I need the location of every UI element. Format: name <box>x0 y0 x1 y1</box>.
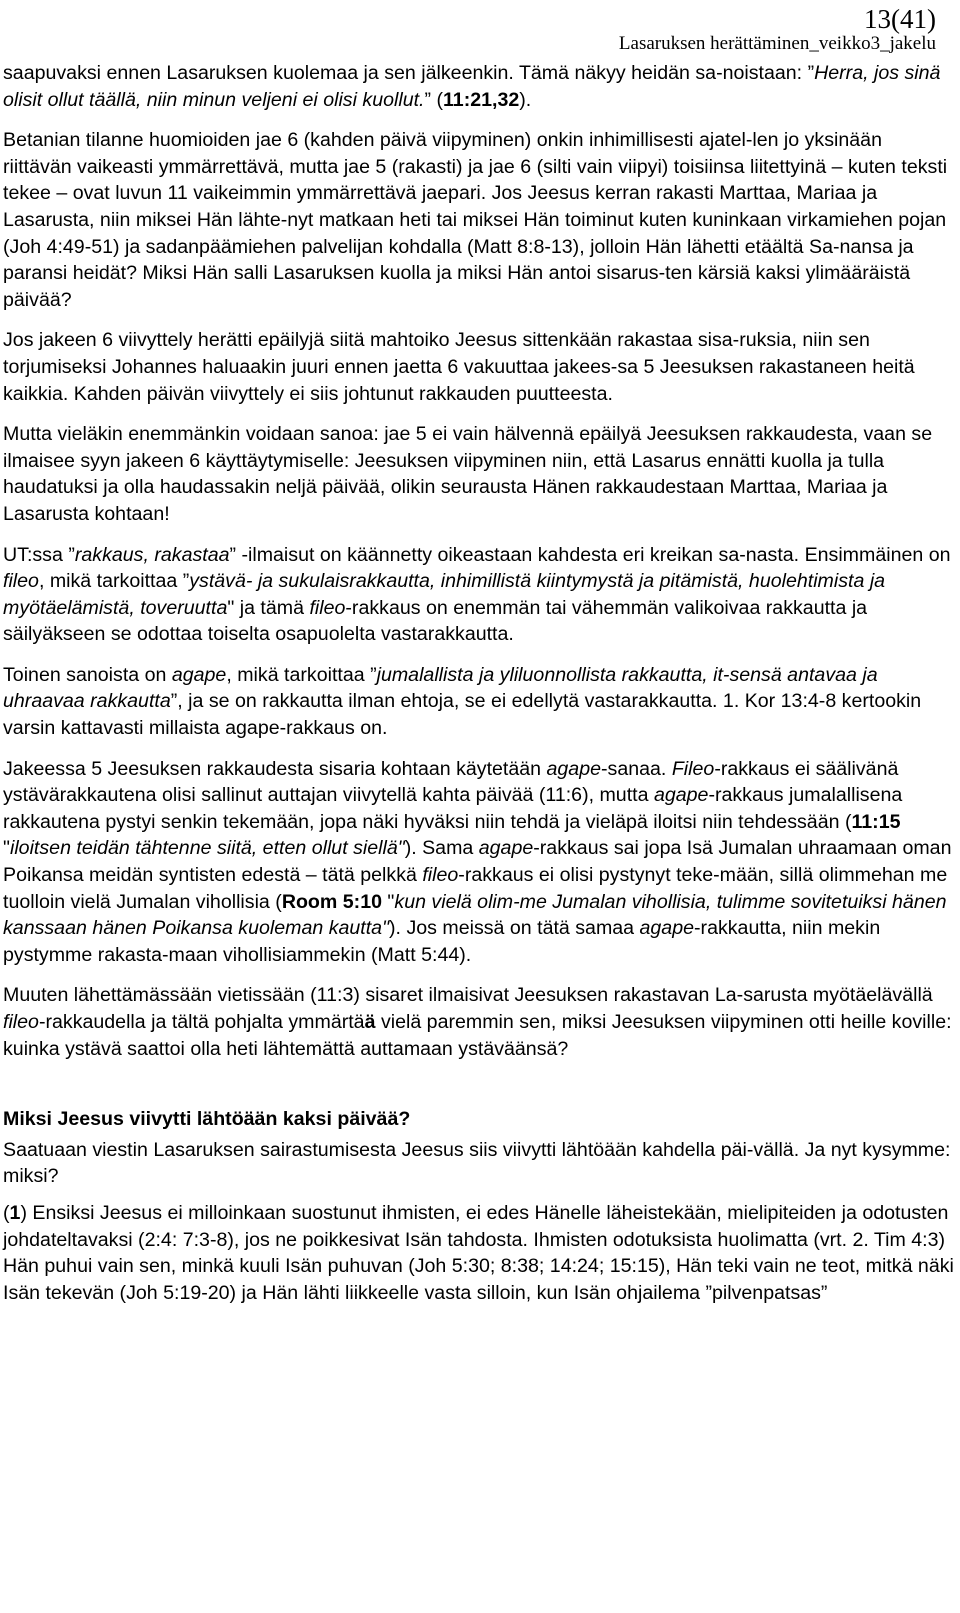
text-run: fileo <box>3 570 39 593</box>
text-run: ” ( <box>424 88 443 111</box>
body-paragraph <box>3 327 955 407</box>
text-run: rakkaus, rakastaa <box>74 543 230 566</box>
body-paragraph <box>3 756 955 969</box>
document-title: Lasaruksen herättäminen_veikko3_jakelu <box>618 33 936 54</box>
body-paragraph <box>3 1137 955 1190</box>
text-run: vielä paremmin sen, miksi Jeesuksen viipyminen otti heille koville: kuinka ystävä saattoi olla heti lähtemättä auttamaan ystäväänsä? <box>3 1011 952 1060</box>
text-run: agape <box>546 757 602 780</box>
document-body <box>3 60 955 1320</box>
text-run: Room 5:10 <box>281 890 382 913</box>
text-run: agape <box>653 784 709 807</box>
text-run: Betanian tilanne huomioiden jae 6 (kahden päivä viipyminen) onkin inhimillisesti ajatel-len jo yksinään riittävän vaikeasti ymmärrettävä, mutta jae 5 (rakasti) ja jae 6 (silti vain viipyi) toisiinsa liitettyinä – kuten teksti tekee – ovat luvun 11 vaikeimmin ymmärrettävä jaepari. Jos Jeesus kerran rakasti Marttaa, Mariaa ja Lasarusta, niin miksei Hän lähte-nyt matkaan heti tai miksei Hän toiminut kuten kuninkaan virkamiehen pojan (Joh 4:49-51) ja sadanpäämiehen palvelijan kohdalla (Matt 8:8-13), jolloin Hän lähetti etäältä Sa-nansa ja paransi heidät? Miksi Hän salli Lasaruksen kuolla ja miksi Hän antoi sisarus-ten kärsiä kaksi ylimääräistä päivää? <box>3 129 948 311</box>
text-run: ). Sama <box>404 837 479 860</box>
section-heading <box>3 1106 955 1133</box>
text-run: -rakkaudella ja tältä pohjalta ymmärtä <box>38 1011 365 1033</box>
text-run: 11:21,32 <box>442 88 520 111</box>
text-run: 11:15 <box>851 810 901 833</box>
body-paragraph <box>3 127 955 313</box>
text-run: Fileo <box>671 757 715 780</box>
body-paragraph <box>3 982 955 1062</box>
body-paragraph <box>3 60 955 113</box>
text-run: agape <box>478 837 534 860</box>
text-run: saapuvaksi ennen Lasaruksen kuolemaa ja sen jälkeenkin. Tämä näkyy heidän sa-noistaan: ” <box>3 62 815 84</box>
text-run: Miksi Jeesus viivytti lähtöään kaksi päivää? <box>3 1108 411 1131</box>
text-run: Herra, jos sinä olisit ollut täällä, niin minun veljeni ei olisi kuollut. <box>3 62 941 111</box>
text-run: Jakeessa 5 Jeesuksen rakkaudesta sisaria kohtaan käytetään <box>3 757 547 780</box>
text-run: ä <box>364 1011 376 1033</box>
body-paragraph <box>3 662 955 742</box>
text-run: " ja tämä <box>227 596 310 619</box>
text-run: -rakkaus jumalallisena rakkautena pystyi senkin tekemään, jopa näki hyväksi niin tehdä ja vieläpä iloitsi niin tehdessään ( <box>3 784 903 833</box>
text-run: -rakkaus ei olisi pystynyt teke-mään, sillä olimmehan me tuolloin vielä Jumalan vihollisia ( <box>3 864 948 913</box>
body-paragraph <box>3 421 955 527</box>
text-run: Muuten lähettämässään vietissään (11:3) sisaret ilmaisivat Jeesuksen rakastavan La-sarusta myötäelävällä <box>3 984 933 1007</box>
text-run: ”, ja se on rakkautta ilman ehtoja, se ei edellytä vastarakkautta. 1. Kor 13:4-8 kertookin varsin kattavasti millaista agape-rakkaus on. <box>3 690 922 740</box>
text-run: 1 <box>9 1201 21 1224</box>
text-run: Jos jakeen 6 viivyttely herätti epäilyjä siitä mahtoiko Jeesus sittenkään rakastaa sisa-ruksia, niin sen torjumiseksi Johannes haluaakin juuri ennen jaetta 6 vakuuttaa jakees-sa 5 Jeesuksen rakastaneen heitä kaikkia. Kahden päivän viivyttely ei siis johtunut rakkauden puutteesta. <box>3 329 915 405</box>
text-run: ). <box>519 88 532 111</box>
text-run: -rakkaus sai jopa Isä Jumalan uhraamaan oman Poikansa meidän syntisten edestä – tätä pelkkä <box>3 837 952 887</box>
text-run: ystävä- ja sukulaisrakkautta, inhimillistä kiintymystä ja pitämistä, huolehtimista ja myötäelämistä, toveruutta <box>3 570 886 619</box>
text-run: jumalallista ja yliluonnollista rakkautta, it-sensä antavaa ja uhraavaa rakkautta <box>3 663 878 713</box>
text-run: UT:ssa ” <box>3 543 75 566</box>
body-paragraph <box>3 542 955 648</box>
text-run: ). Jos meissä on tätä samaa <box>389 917 640 940</box>
page-number: 13(41) <box>864 4 936 34</box>
body-paragraph <box>3 1200 955 1306</box>
text-run: -rakkaus ei säälivänä ystävärakkautena olisi sallinut auttajan viivytellä kahta päivää (11:6), mutta <box>3 757 899 807</box>
page-header <box>619 4 936 54</box>
text-run: , mikä tarkoittaa ” <box>38 570 190 593</box>
text-run: iloitsen teidän tähtenne siitä, etten ollut siellä" <box>9 837 405 860</box>
text-run: Mutta vieläkin enemmänkin voidaan sanoa: jae 5 ei vain hälvennä epäilyä Jeesuksen rakkaudesta, vaan se ilmaisee syyn jakeen 6 käyttäytymiselle: Jeesuksen viipyminen niin, että Lasarus ennätti kuolla ja tulla haudatuksi ja olla haudassakin neljä päivää, olikin seurausta Hänen rakkaudestaan Marttaa, Mariaa ja Lasarusta kohtaan! <box>3 423 933 525</box>
text-run: fileo <box>422 864 459 887</box>
text-run: Toinen sanoista on <box>3 663 172 686</box>
text-run: fileo <box>309 596 346 619</box>
text-run: agape <box>639 917 695 940</box>
text-run: , mikä tarkoittaa ” <box>226 663 377 686</box>
text-run: -sanaa. <box>601 757 672 780</box>
text-run: agape <box>171 663 227 686</box>
text-run: ” -ilmaisut on käännetty oikeastaan kahdesta eri kreikan sa-nasta. Ensimmäinen on <box>229 543 951 566</box>
text-run: fileo <box>3 1011 39 1033</box>
text-run: kun vielä olim-me Jumalan vihollisia, tulimme sovitetuiksi hänen kanssaan hänen Poikansa kuoleman kautta" <box>3 890 947 940</box>
text-run: ( <box>3 1201 10 1224</box>
text-run: Saatuaan viestin Lasaruksen sairastumisesta Jeesus siis viivytti lähtöään kahdella päi-vällä. Ja nyt kysymme: miksi? <box>3 1138 951 1188</box>
text-run: -rakkaus on enemmän tai vähemmän valikoivaa rakkautta ja säilyäkseen se odottaa toiselta osapuolelta vastarakkautta. <box>3 596 868 646</box>
text-run: ) Ensiksi Jeesus ei milloinkaan suostunut ihmisten, ei edes Hänelle läheistekään, mielipiteiden ja odotusten johdateltavaksi (2:4: 7:3-8), jos ne poikkesivat Isän tahdosta. Ihmisten odotuksista huolimatta (vrt. 2. Tim 4:3) Hän puhui vain sen, minkä kuuli Isän puhuvan (Joh 5:30; 8:38; 14:24; 15:15), Hän teki vain ne teot, mitkä näki Isän tekevän (Joh 5:19-20) ja Hän lähti liikkeelle vasta silloin, kun Isän ohjailema ”pilvenpatsas” <box>3 1201 954 1304</box>
text-run: -rakkautta, niin mekin pystymme rakasta-maan vihollisiammekin (Matt 5:44). <box>3 917 881 966</box>
text-run: " <box>381 890 395 913</box>
text-run: " <box>3 837 10 860</box>
